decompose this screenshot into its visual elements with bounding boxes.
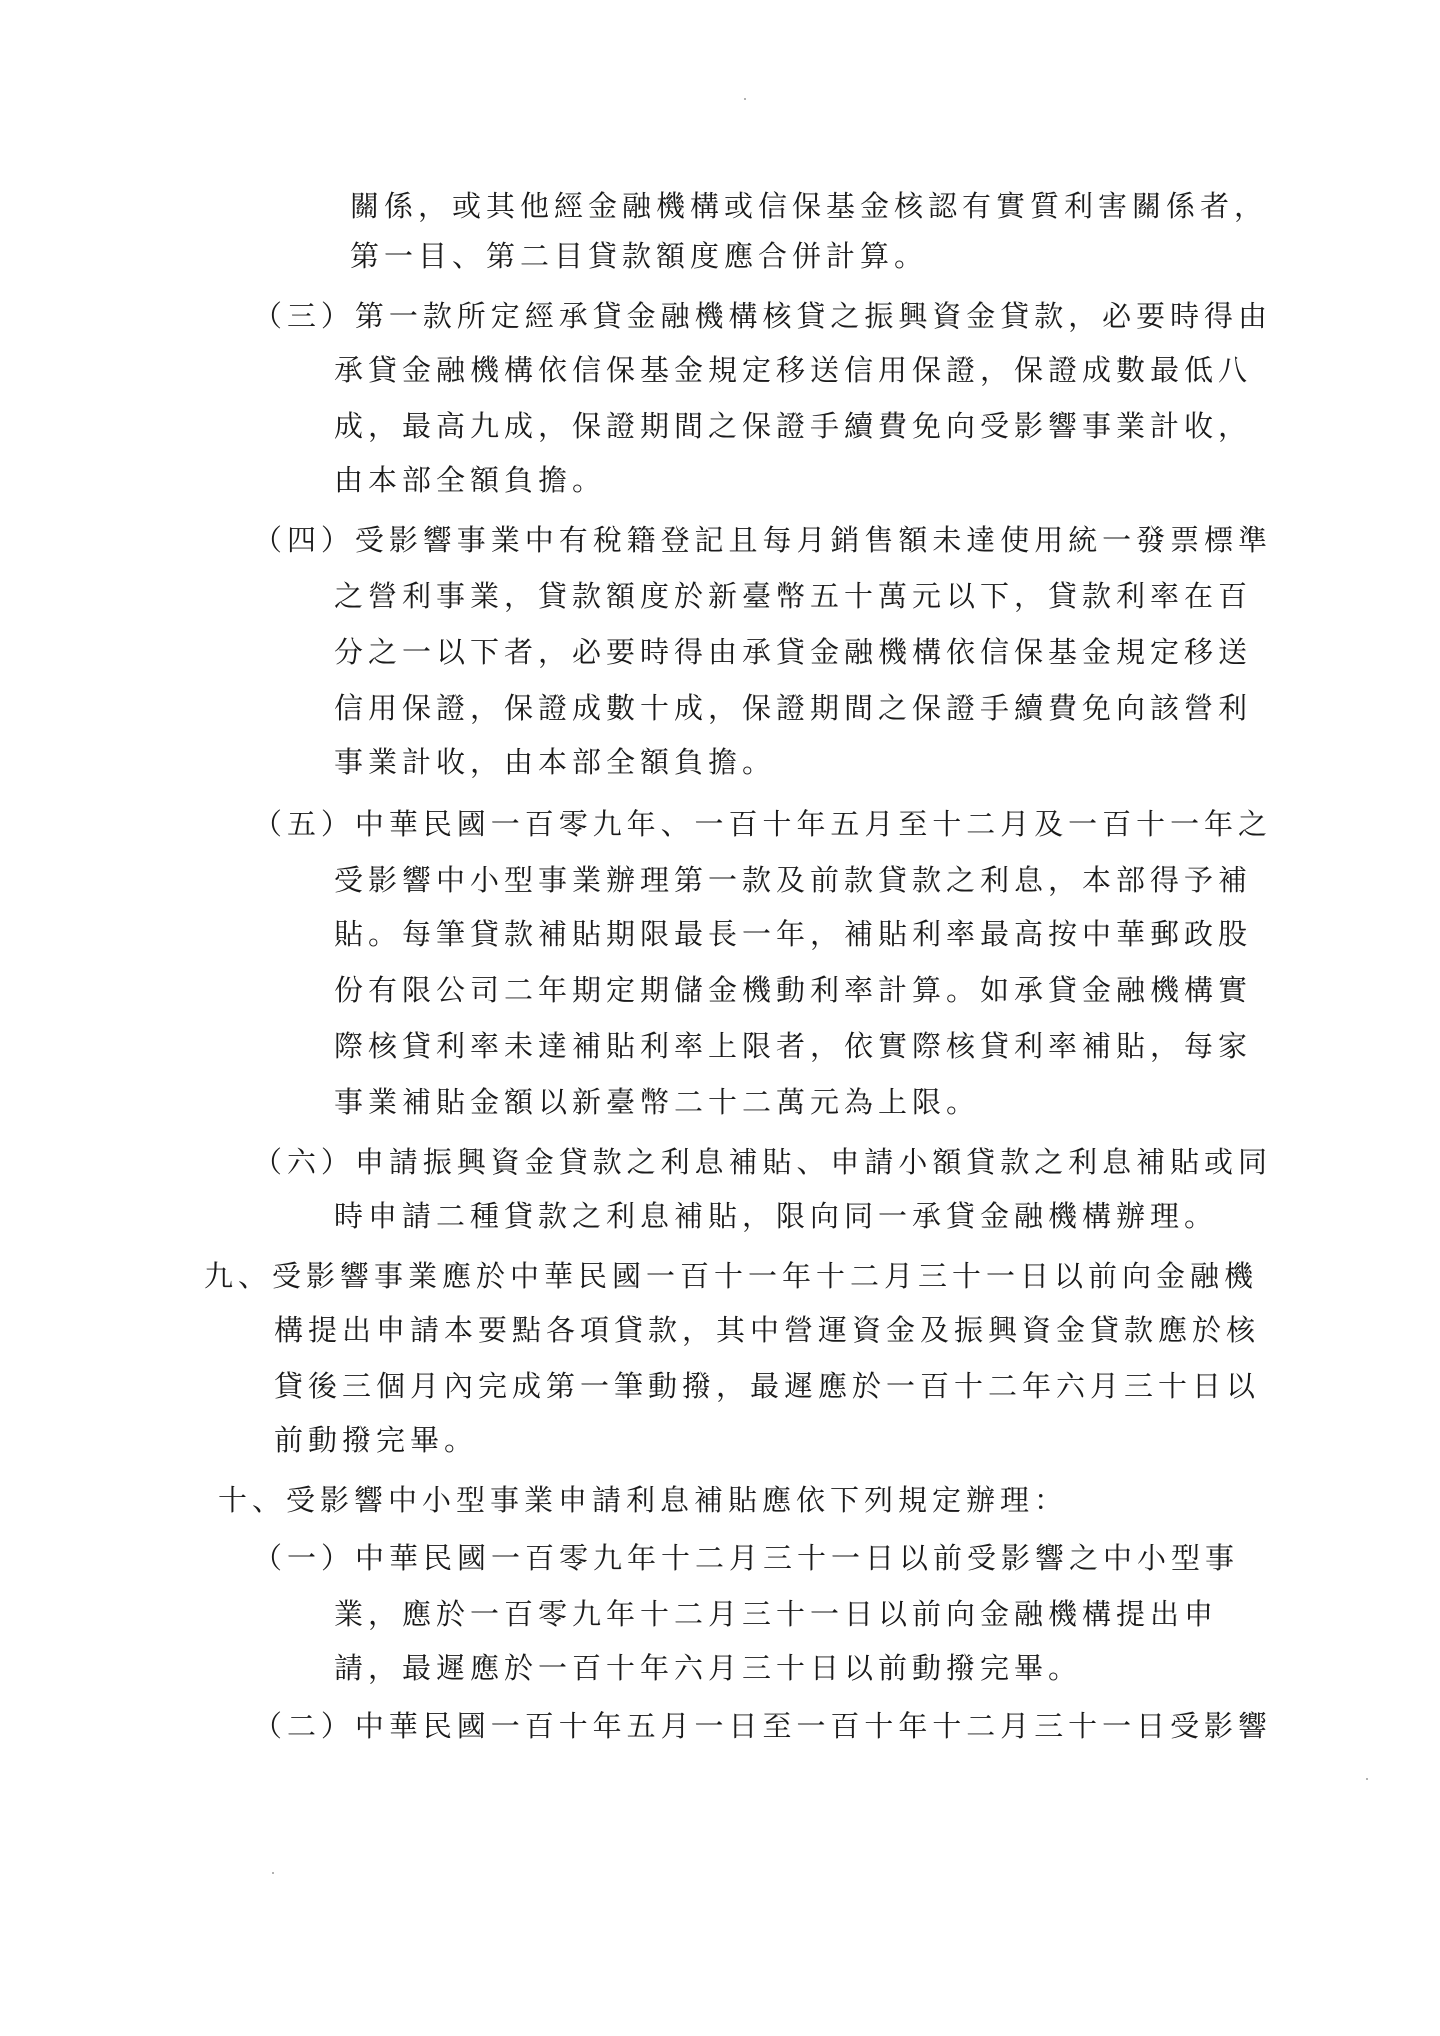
- text-line: 構提出申請本要點各項貸款，其中營運資金及振興資金貸款應於核: [274, 1313, 1261, 1347]
- scan-speck: [272, 1872, 274, 1874]
- scan-speck: [744, 98, 746, 100]
- text-line: 承貸金融機構依信保基金規定移送信用保證，保證成數最低八: [334, 353, 1253, 387]
- scan-speck: [1366, 1778, 1368, 1780]
- text-line: 時申請二種貸款之利息補貼，限向同一承貸金融機構辦理。: [334, 1199, 1219, 1233]
- text-line: 業，應於一百零九年十二月三十一日以前向金融機構提出申: [334, 1597, 1219, 1631]
- section-10: 十、受影響中小型事業申請利息補貼應依下列規定辦理：: [218, 1483, 1069, 1517]
- text-line: 前動撥完畢。: [274, 1423, 479, 1457]
- text-line: 由本部全額負擔。: [334, 463, 607, 497]
- subsection-6: （六）申請振興資金貸款之利息補貼、申請小額貸款之利息補貼或同: [253, 1145, 1272, 1179]
- text-line: 請，最遲應於一百十年六月三十日以前動撥完畢。: [334, 1651, 1083, 1685]
- text-line: 際核貸利率未達補貼利率上限者，依實際核貸利率補貼，每家: [334, 1029, 1253, 1063]
- text-line: 事業計收，由本部全額負擔。: [334, 745, 777, 779]
- text-line: 信用保證，保證成數十成，保證期間之保證手續費免向該營利: [334, 691, 1253, 725]
- subsection-5: （五）中華民國一百零九年、一百十年五月至十二月及一百十一年之: [253, 807, 1272, 841]
- text-line: 關係，或其他經金融機構或信保基金核認有實質利害關係者，: [350, 189, 1269, 223]
- text-line: 受影響中小型事業辦理第一款及前款貸款之利息，本部得予補: [334, 863, 1253, 897]
- section-9: 九、受影響事業應於中華民國一百十一年十二月三十一日以前向金融機: [204, 1259, 1259, 1293]
- text-line: 第一目、第二目貸款額度應合併計算。: [350, 239, 929, 273]
- text-line: 成，最高九成，保證期間之保證手續費免向受影響事業計收，: [334, 409, 1253, 443]
- subsection-4: （四）受影響事業中有稅籍登記且每月銷售額未達使用統一發票標準: [253, 523, 1272, 557]
- text-line: 事業補貼金額以新臺幣二十二萬元為上限。: [334, 1085, 981, 1119]
- subsection-2: （二）中華民國一百十年五月一日至一百十年十二月三十一日受影響: [253, 1709, 1272, 1743]
- text-line: 之營利事業，貸款額度於新臺幣五十萬元以下，貸款利率在百: [334, 579, 1253, 613]
- text-line: 貼。每筆貸款補貼期限最長一年，補貼利率最高按中華郵政股: [334, 917, 1253, 951]
- text-line: 貸後三個月內完成第一筆動撥，最遲應於一百十二年六月三十日以: [274, 1369, 1261, 1403]
- text-line: 份有限公司二年期定期儲金機動利率計算。如承貸金融機構實: [334, 973, 1253, 1007]
- subsection-1: （一）中華民國一百零九年十二月三十一日以前受影響之中小型事: [253, 1541, 1240, 1575]
- text-line: 分之一以下者，必要時得由承貸金融機構依信保基金規定移送: [334, 635, 1253, 669]
- subsection-3: （三）第一款所定經承貸金融機構核貸之振興資金貸款，必要時得由: [253, 299, 1272, 333]
